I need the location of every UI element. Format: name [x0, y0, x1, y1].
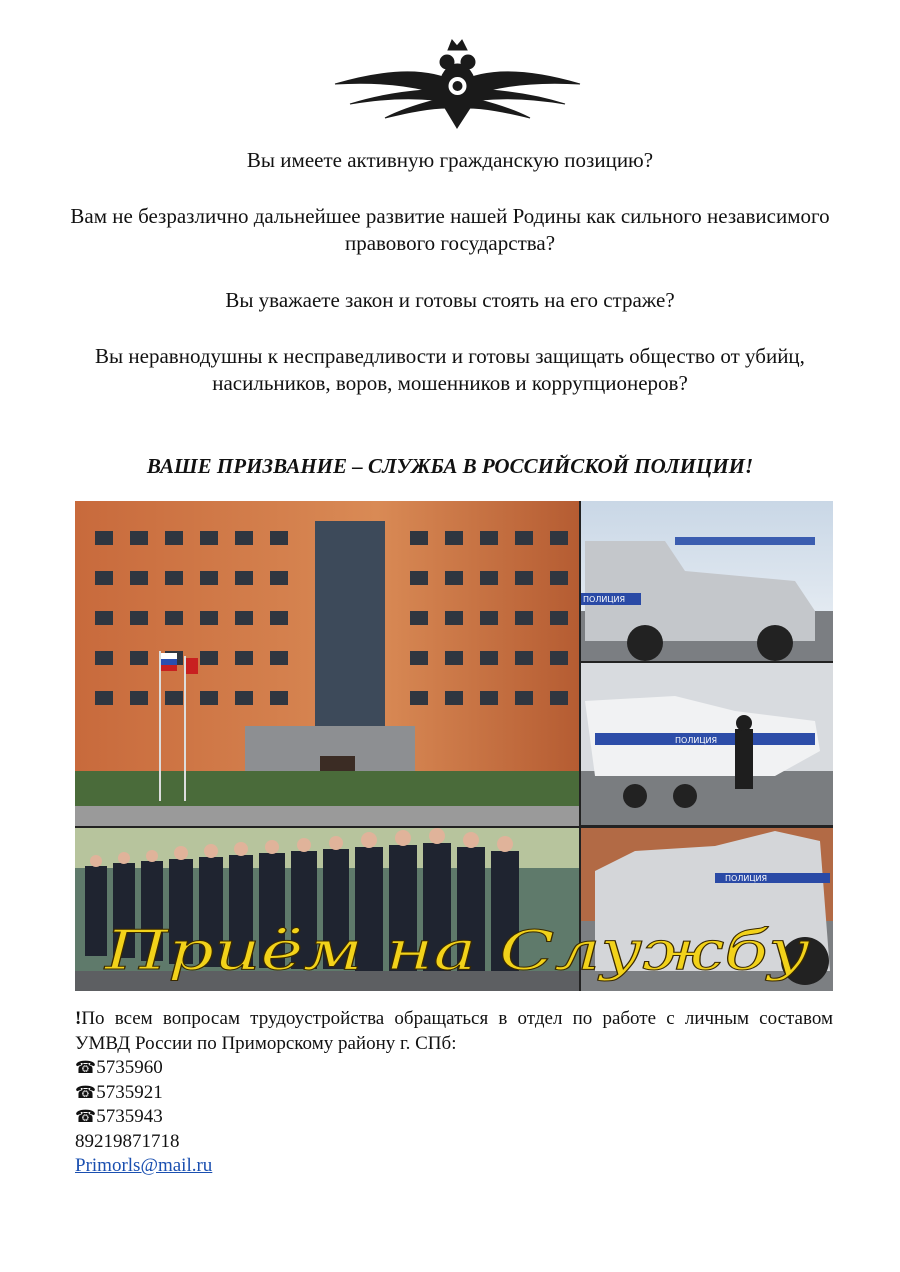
- contact-intro-text: По всем вопросам трудоустройства обращаться в отдел по работе с личным составом УМВД России по Приморскому району г. СПб:: [75, 1008, 833, 1054]
- phone-icon: ☎: [75, 1058, 97, 1078]
- contact-intro: [75, 1007, 833, 1056]
- car-label-1: ПОЛИЦИЯ: [583, 595, 626, 604]
- phone-number-2: 5735921: [96, 1081, 163, 1103]
- boat-label: ПОЛИЦИЯ: [675, 736, 718, 745]
- question-civic-position: Вы имеете активную гражданскую позицию?: [246, 148, 654, 172]
- phone-icon: ☎: [75, 1107, 97, 1127]
- phone-number-1: 5735960: [96, 1057, 163, 1078]
- phone-number-3: 5735943: [96, 1106, 163, 1127]
- exclamation-mark: !: [75, 1008, 82, 1029]
- mobile-number: 89219871718: [75, 1130, 180, 1152]
- police-building-photo: [75, 501, 579, 826]
- phone-line-3: [75, 1105, 833, 1130]
- police-cars-photo: [581, 501, 833, 661]
- question-homeland-development: Вам не безразлично дальнейшее развитие нашей Родины как сильного независимого правового государства?: [70, 204, 830, 255]
- police-boat-photo: [581, 663, 833, 825]
- photo-collage: [75, 501, 833, 991]
- contact-block: [75, 1007, 833, 1179]
- collage-overlay-text: Приём на Службу: [103, 919, 811, 982]
- phone-icon: ☎: [75, 1082, 97, 1103]
- question-fight-injustice: Вы неравнодушны к несправедливости и готовы защищать общество от убийц, насильников, воров, мошенников и коррупционеров?: [95, 344, 805, 395]
- suv-label: ПОЛИЦИЯ: [725, 874, 768, 883]
- eagle-emblem: [330, 38, 585, 130]
- email-link[interactable]: Primorls@mail.ru: [75, 1155, 213, 1176]
- phone-line-2: [75, 1081, 833, 1106]
- question-respect-law: Вы уважаете закон и готовы стоять на его страже?: [225, 288, 675, 312]
- recruitment-slogan: ВАШЕ ПРИЗВАНИЕ – СЛУЖБА В РОССИЙСКОЙ ПОЛИЦИИ!: [146, 454, 754, 478]
- phone-line-1: [75, 1056, 833, 1081]
